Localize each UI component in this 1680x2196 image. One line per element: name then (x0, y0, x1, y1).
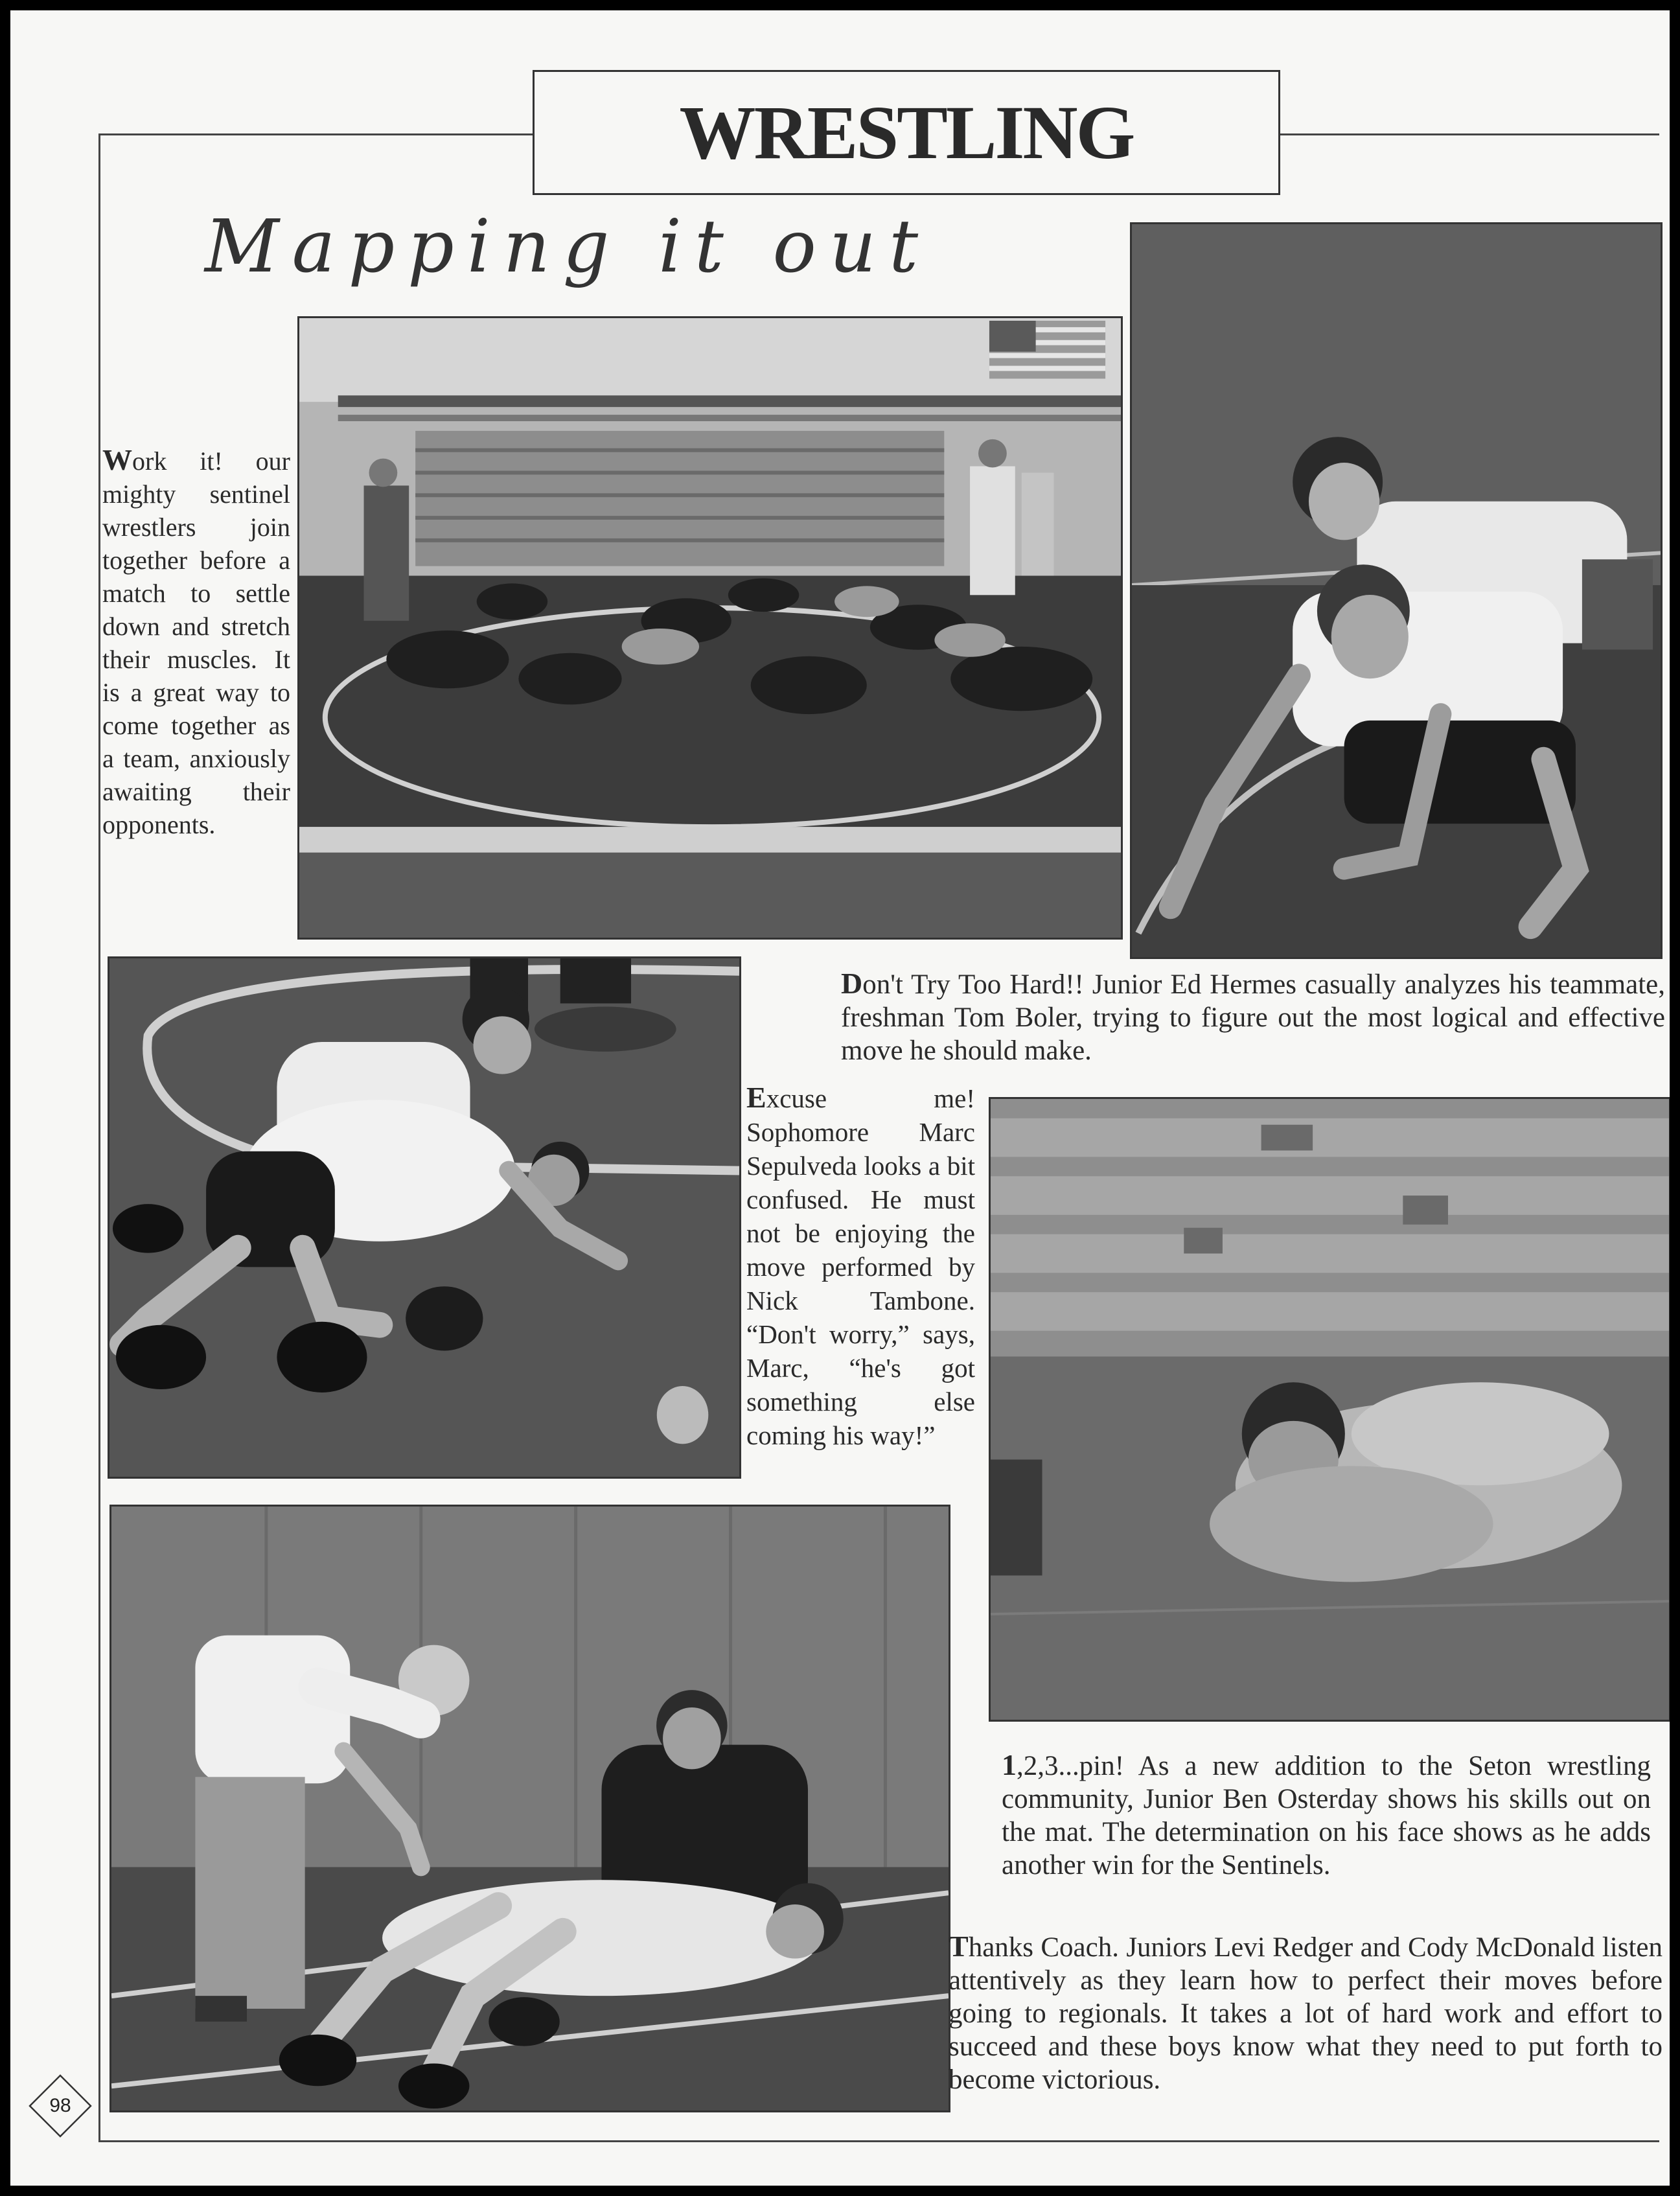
page-number: 98 (49, 2095, 71, 2116)
photo-team-warmup (297, 316, 1123, 940)
section-title-box (533, 70, 1280, 195)
caption-team-warmup-lead: W (102, 443, 132, 476)
caption-team-warmup-text: ork it! our mighty sentinel wrestlers join together before a match to settle down and stretch their muscles. It is a great way to come together as a team, anxiously awaiting their opponents. (102, 446, 290, 839)
yearbook-page (10, 10, 1670, 2186)
caption-sepulveda-tambone-text: xcuse me! Sophomore Marc Sepulveda looks a bit confused. He must not be enjoying the move performed by Nick Tambone. “Don't worry,” says, Marc, “he's got something else coming his way!” (746, 1083, 975, 1450)
caption-coach-lead: T (949, 1930, 969, 1963)
caption-sepulveda-tambone (746, 1081, 975, 1452)
page-number-badge (29, 2074, 92, 2138)
photo-sepulveda-tambone (108, 956, 741, 1479)
photo-hermes-boler (1130, 222, 1663, 959)
caption-hermes-boler (841, 967, 1665, 1067)
caption-coach-redger-mcdonald (949, 1930, 1663, 2096)
caption-osterday-pin-text: ,2,3...pin! As a new addition to the Seton wrestling community, Junior Ben Osterday shows his skills out on the mat. The determination on his face shows as he adds another win for the Sentinels. (1002, 1751, 1651, 1880)
caption-team-warmup (102, 443, 290, 841)
caption-osterday-pin-lead: 1 (1002, 1748, 1017, 1781)
caption-coach-text: hanks Coach. Juniors Levi Redger and Cody McDonald listen attentively as they learn how to perfect their moves before going to regionals. It takes a lot of hard work and effort to succeed and these boys know what they need to put forth to become victorious. (949, 1932, 1663, 2095)
headline: Mapping it out (205, 205, 932, 289)
photo-osterday-pin (989, 1097, 1670, 1722)
caption-osterday-pin (1002, 1748, 1651, 1882)
photo-coach-redger-mcdonald (109, 1505, 950, 2112)
caption-hermes-boler-lead: D (841, 967, 863, 1000)
caption-hermes-boler-text: on't Try Too Hard!! Junior Ed Hermes casually analyzes his teammate, freshman Tom Boler, trying to figure out the most logical and effective move he should make. (841, 969, 1665, 1066)
caption-sepulveda-tambone-lead: E (746, 1081, 766, 1114)
section-title: WRESTLING (679, 89, 1134, 175)
